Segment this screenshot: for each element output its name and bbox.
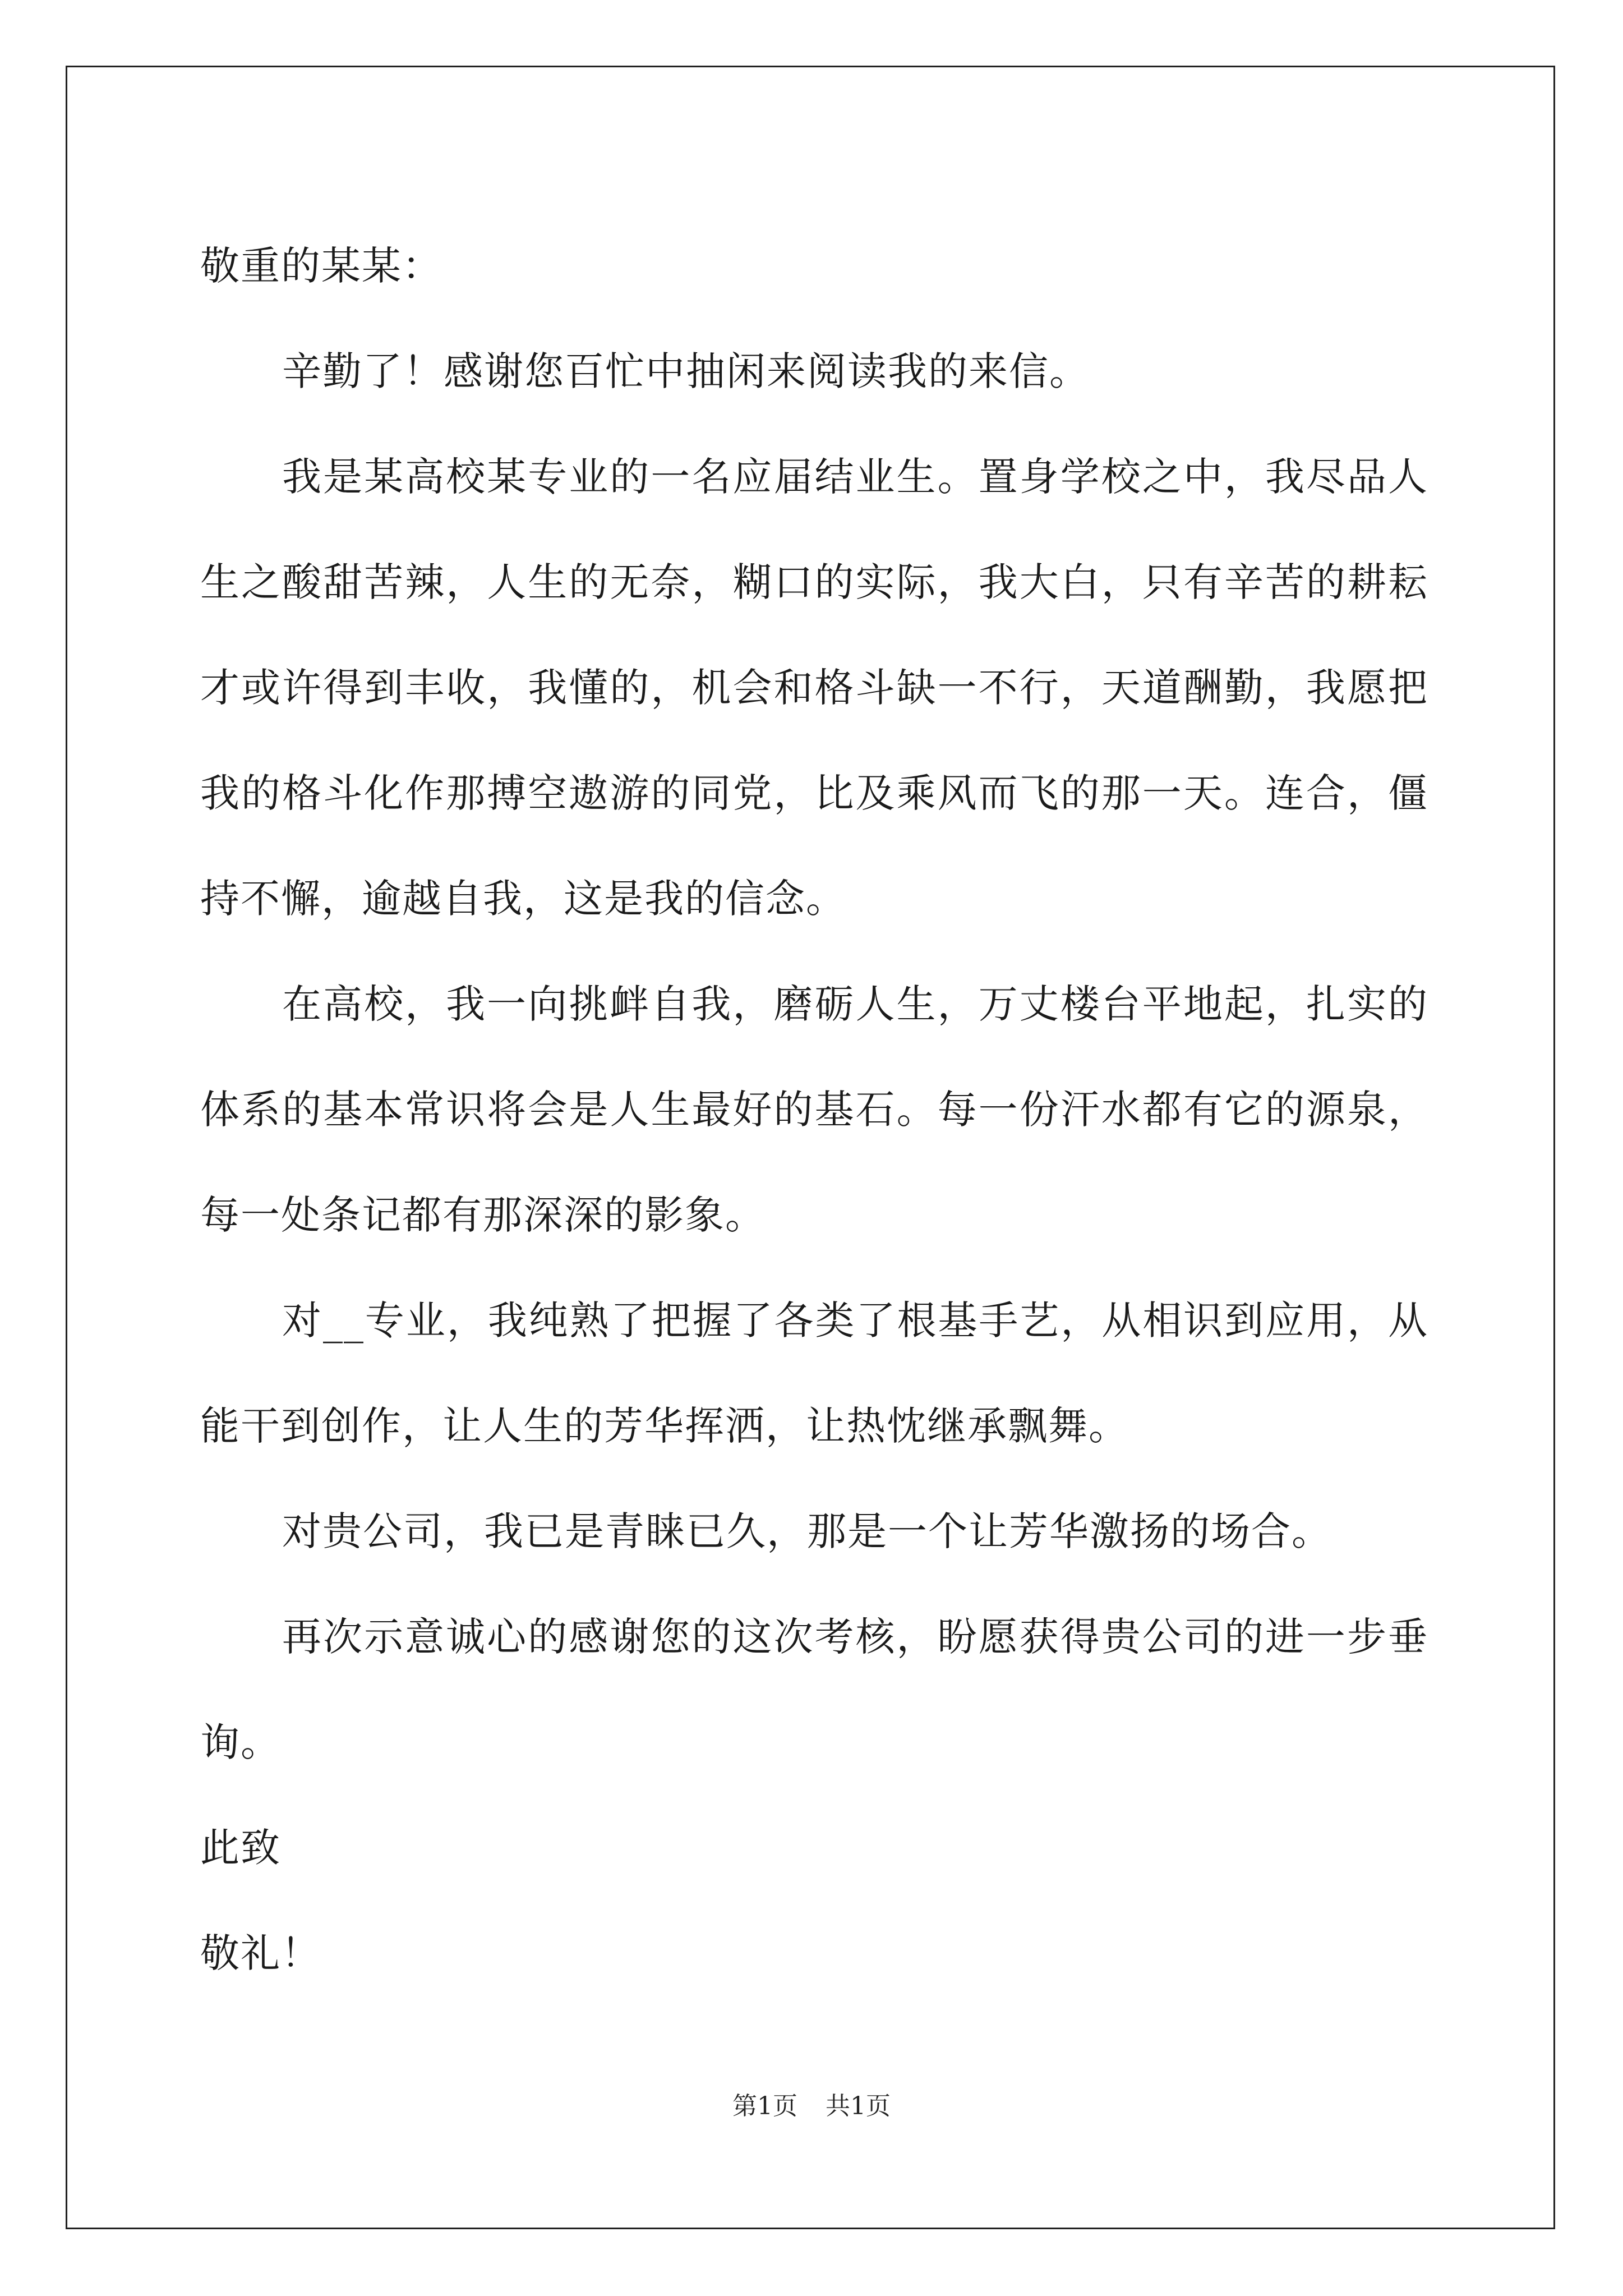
closing-line-1: 此致: [200, 1825, 281, 1871]
page-number-total: 共1页: [826, 2092, 891, 2120]
paragraph-thanks: 辛勤了！感谢您百忙中抽闲来阅读我的来信。: [282, 348, 1090, 394]
letter-body: [200, 213, 1428, 2006]
paragraph-university: 在高校，我一向挑衅自我，磨砺人生，万丈楼台平地起，扎实的体系的基本常识将会是人生最好的基石。每一份汗水都有它的源泉，每一处条记都有那深深的影象。: [200, 981, 1428, 1238]
paragraph-introduction: 我是某高校某专业的一名应届结业生。置身学校之中，我尽品人生之酸甜苦辣，人生的无奈，糊口的实际，我大白，只有辛苦的耕耘才或许得到丰收，我懂的，机会和格斗缺一不行，天道酬勤，我愿把我的格斗化作那搏空遨游的同党，比及乘风而飞的那一天。连合，僵持不懈，逾越自我，这是我的信念。: [200, 454, 1428, 922]
paragraph-company: 对贵公司，我已是青睐已久，那是一个让芳华激扬的场合。: [282, 1508, 1332, 1554]
page-number-current: 第1页: [732, 2092, 797, 2120]
closing-line-2: 敬礼！: [200, 1930, 321, 1976]
page-footer: [0, 2090, 1623, 2123]
salutation: 敬重的某某：: [200, 243, 442, 289]
paragraph-major: 对__专业，我纯熟了把握了各类了根基手艺，从相识到应用，从能干到创作，让人生的芳华挥洒，让热忱继承飘舞。: [200, 1297, 1428, 1449]
paragraph-closing-thanks: 再次示意诚心的感谢您的这次考核，盼愿获得贵公司的进一步垂询。: [200, 1614, 1428, 1765]
